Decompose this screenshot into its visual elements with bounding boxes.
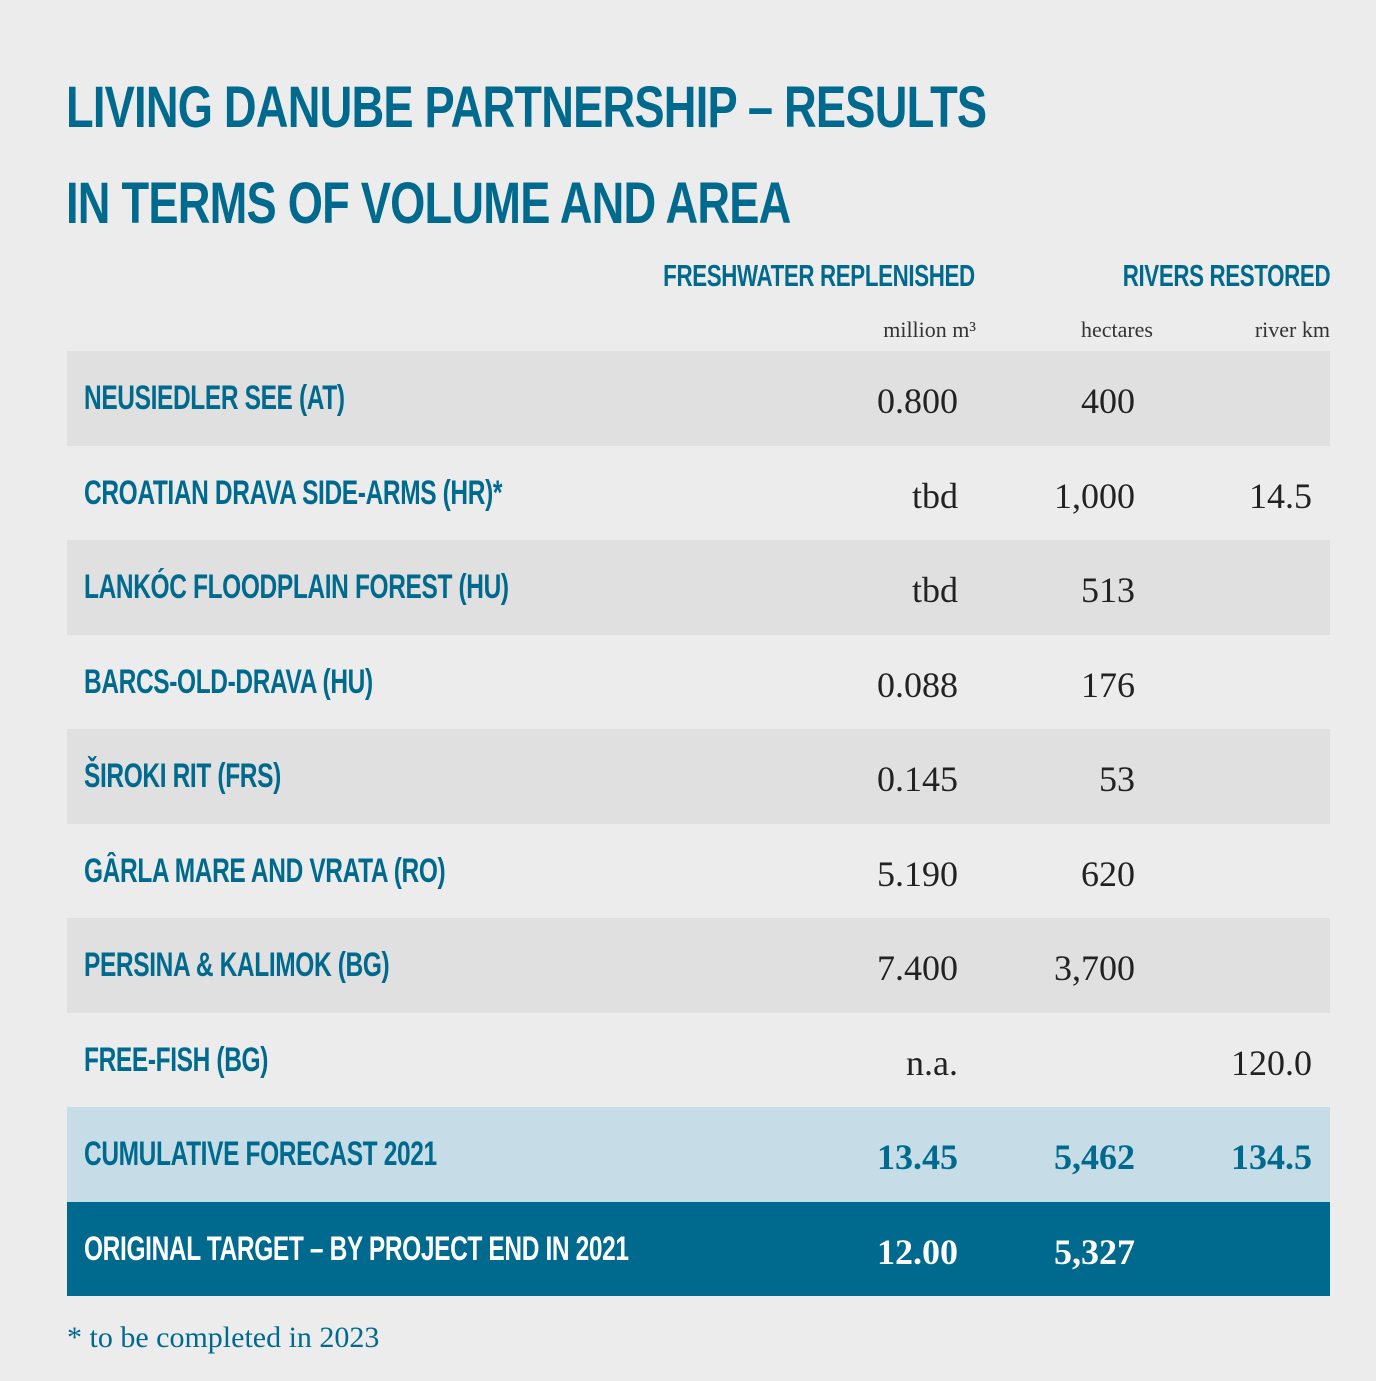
table-row — [67, 540, 1330, 635]
cell-volume: 5.190 — [877, 853, 958, 894]
cell-area: 513 — [1081, 570, 1135, 610]
target-row-name: ORIGINAL TARGET – BY PROJECT END IN 2021 — [84, 1229, 629, 1268]
cell-volume: n.a. — [906, 1042, 958, 1083]
cell-area: 400 — [1081, 381, 1135, 421]
row-name: LANKÓC FLOODPLAIN FOREST (HU) — [84, 568, 509, 606]
cell-area: 53 — [1099, 759, 1135, 799]
table-row — [67, 351, 1330, 446]
cell-area: 620 — [1081, 853, 1135, 894]
row-name: GÂRLA MARE AND VRATA (RO) — [84, 851, 446, 890]
forecast-area: 5,462 — [1054, 1137, 1135, 1177]
table-row — [67, 1013, 1330, 1108]
table-row — [67, 446, 1330, 541]
forecast-volume: 13.45 — [877, 1137, 958, 1177]
page-title-line-1: LIVING DANUBE PARTNERSHIP – RESULTS — [66, 75, 987, 140]
table-row — [67, 918, 1330, 1013]
row-name: ŠIROKI RIT (FRS) — [84, 757, 281, 795]
page-title — [66, 60, 986, 252]
cell-volume: 0.145 — [877, 759, 958, 799]
unit-area: hectares — [1080, 317, 1153, 342]
target-area: 5,327 — [1054, 1231, 1135, 1272]
table-row — [67, 729, 1330, 824]
header-rivers-restored: RIVERS RESTORED — [1122, 258, 1330, 293]
forecast-row-name: CUMULATIVE FORECAST 2021 — [84, 1135, 437, 1173]
row-name: NEUSIEDLER SEE (AT) — [84, 379, 345, 417]
unit-river-km: river km — [1254, 317, 1330, 342]
cell-volume: 0.088 — [877, 664, 958, 705]
results-table — [67, 351, 1330, 1296]
target-volume: 12.00 — [877, 1231, 958, 1272]
unit-volume: million m³ — [883, 317, 976, 342]
cell-volume: 0.800 — [877, 381, 958, 421]
footnote: * to be completed in 2023 — [67, 1321, 380, 1354]
cell-volume: tbd — [911, 570, 958, 610]
cell-river-km: 120.0 — [1231, 1042, 1312, 1083]
forecast-row — [67, 1107, 1330, 1202]
cell-volume: tbd — [911, 475, 958, 516]
forecast-river-km: 134.5 — [1231, 1137, 1312, 1177]
row-name: PERSINA & KALIMOK (BG) — [84, 946, 390, 984]
cell-river-km: 14.5 — [1249, 475, 1312, 516]
cell-area: 176 — [1081, 664, 1135, 705]
target-row — [67, 1202, 1330, 1297]
row-name: BARCS-OLD-DRAVA (HU) — [84, 662, 373, 701]
cell-area: 1,000 — [1054, 475, 1135, 516]
table-row — [67, 824, 1330, 919]
cell-area: 3,700 — [1054, 948, 1135, 988]
row-name: CROATIAN DRAVA SIDE-ARMS (HR)* — [84, 473, 503, 512]
table-row — [67, 635, 1330, 730]
page-title-line-2: IN TERMS OF VOLUME AND AREA — [66, 171, 791, 236]
header-freshwater-replenished: FRESHWATER REPLENISHED — [663, 258, 975, 293]
row-name: FREE-FISH (BG) — [84, 1040, 268, 1079]
cell-volume: 7.400 — [877, 948, 958, 988]
